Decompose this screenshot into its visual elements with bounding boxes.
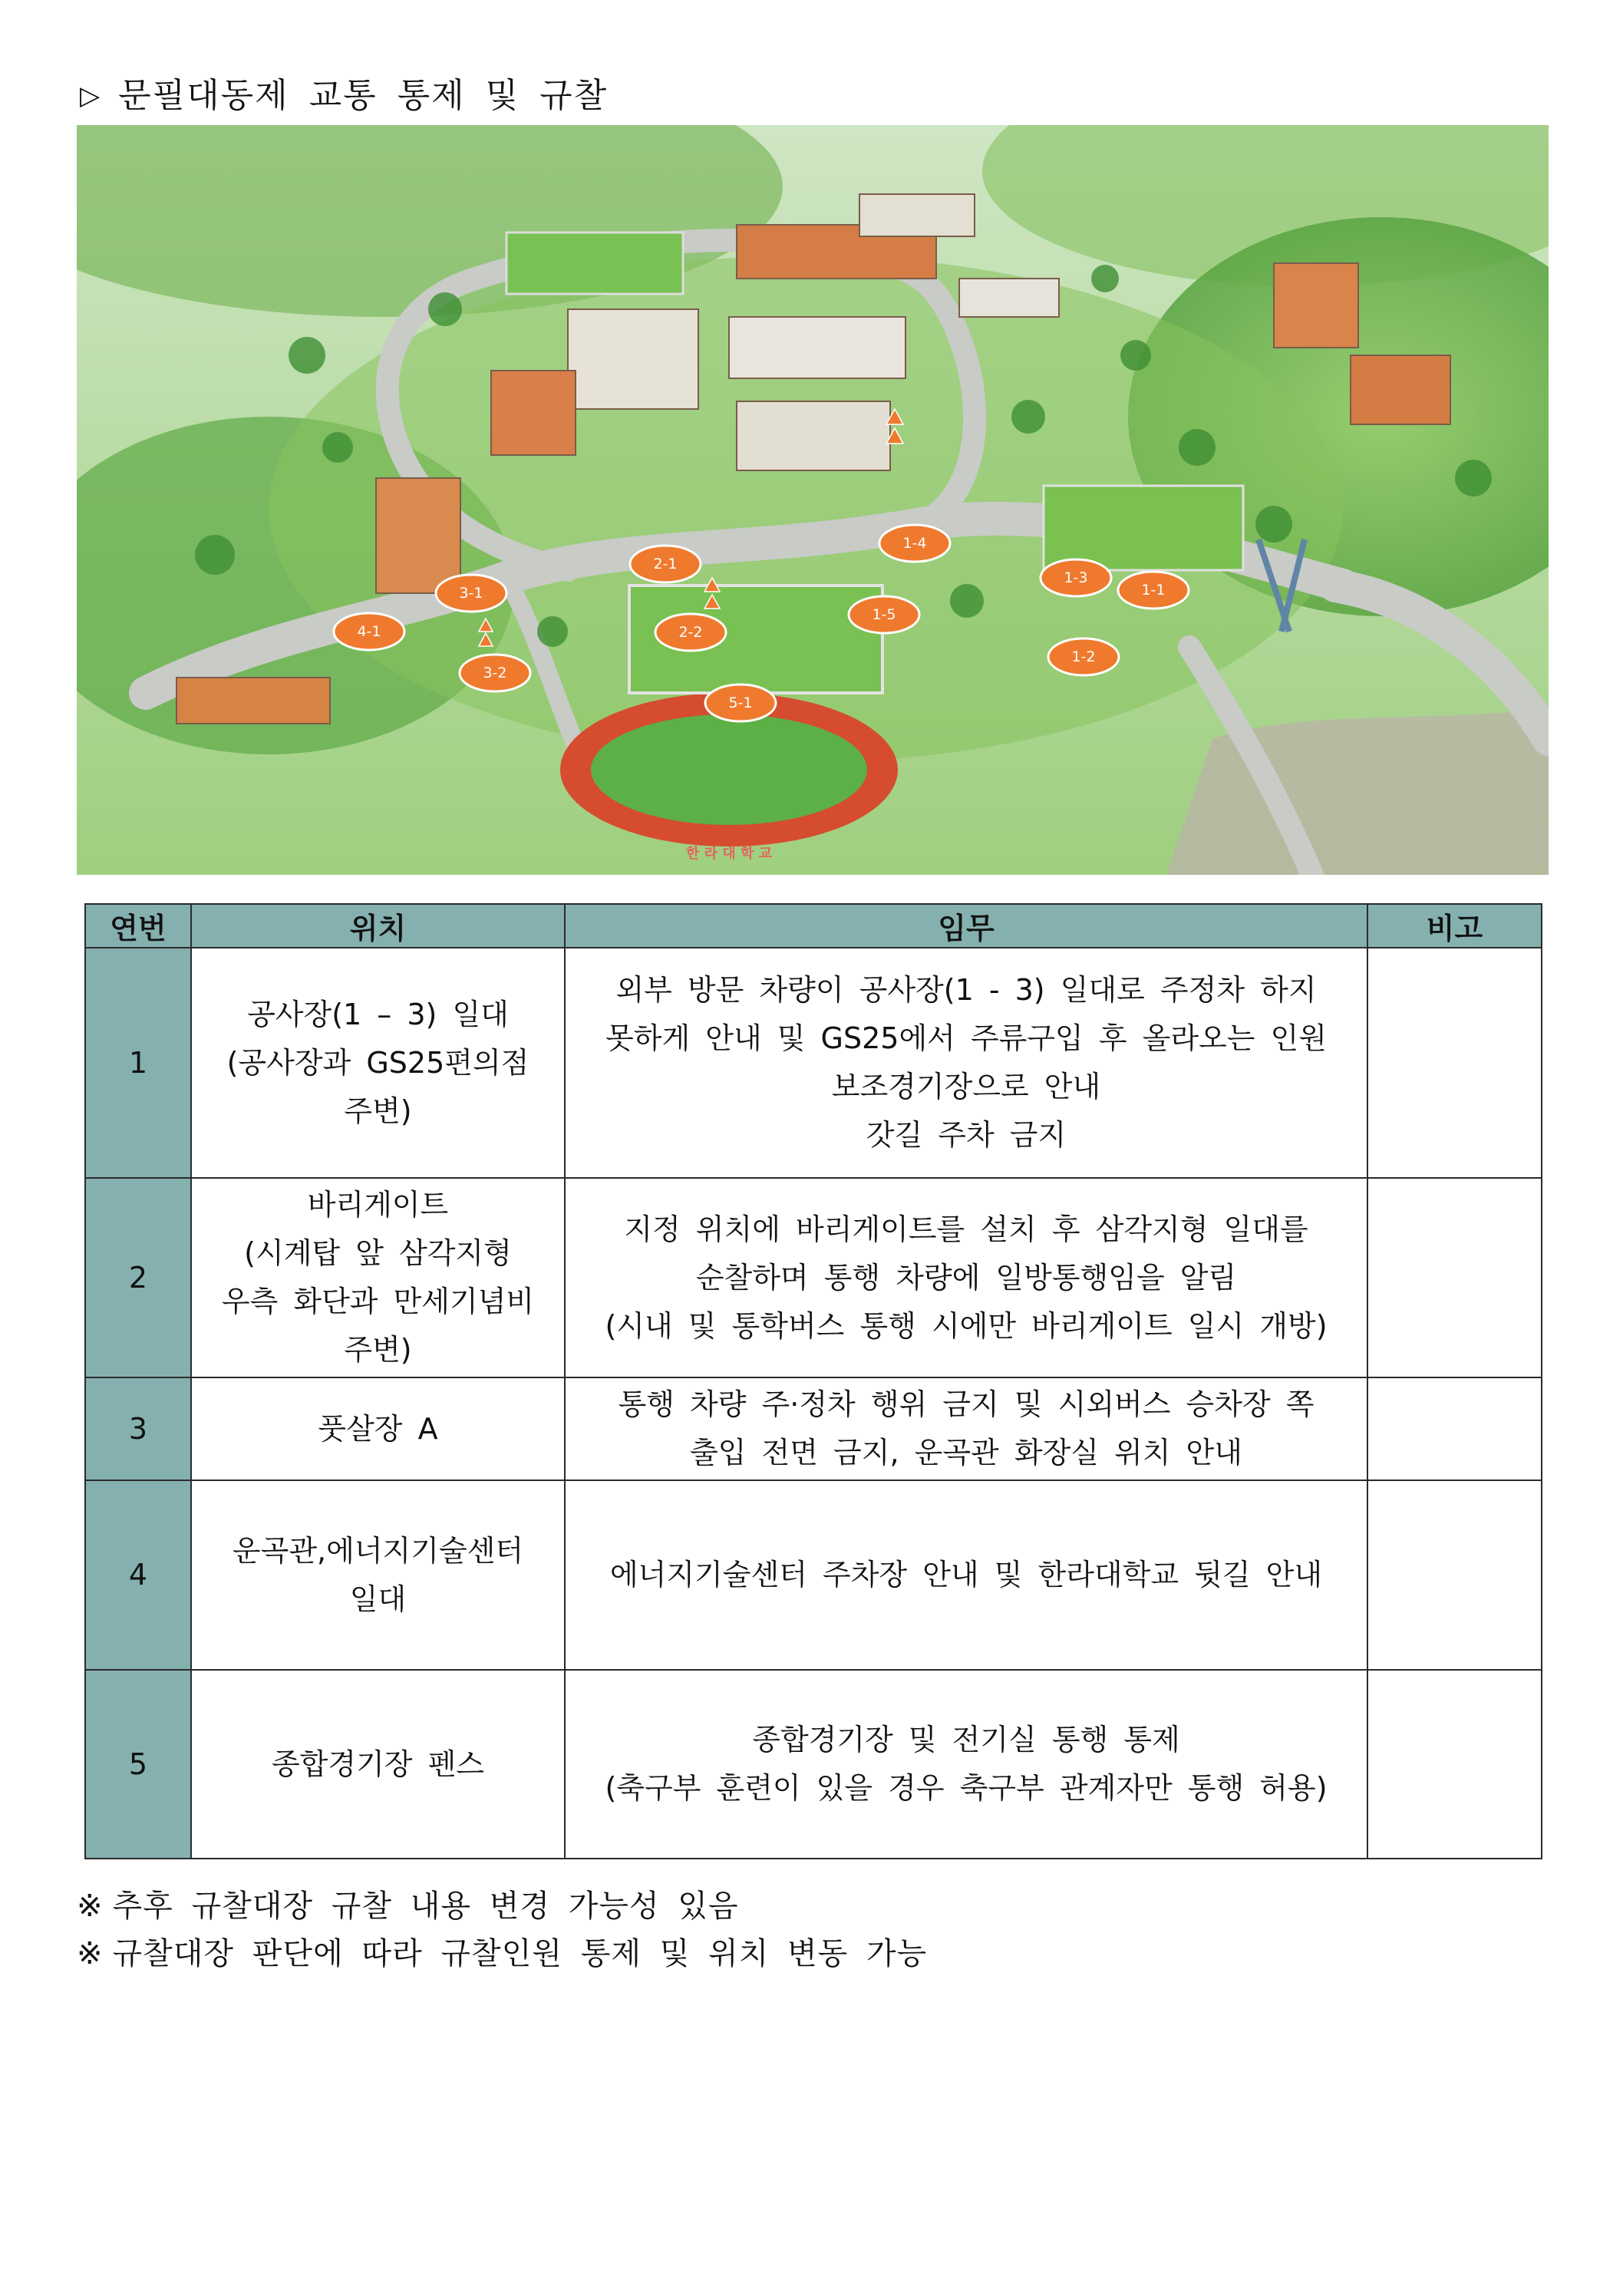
section-heading [80, 68, 608, 117]
svg-text:3-2: 3-2 [483, 665, 507, 681]
row-location: 공사장(1 – 3) 일대 (공사장과 GS25편의점 주변) [191, 948, 565, 1178]
row-note [1367, 1670, 1542, 1859]
svg-text:3-1: 3-1 [459, 585, 483, 602]
row-location: 종합경기장 펜스 [191, 1670, 565, 1859]
row-duty: 통행 차량 주·정차 행위 금지 및 시외버스 승차장 쪽 출입 전면 금지, 운곡관 화장실 위치 안내 [565, 1377, 1367, 1480]
row-number: 4 [85, 1480, 191, 1670]
reference-mark-icon: ※ [77, 1936, 104, 1971]
svg-text:2-1: 2-1 [653, 556, 678, 572]
footnote [77, 1882, 739, 1925]
svg-text:1-1: 1-1 [1141, 582, 1166, 599]
svg-text:4-1: 4-1 [357, 623, 381, 640]
svg-text:1-4: 1-4 [902, 535, 927, 552]
table-row [85, 1480, 1542, 1670]
header-duty: 임무 [565, 904, 1367, 948]
map-marker-1-3 [1041, 559, 1111, 596]
row-note [1367, 1480, 1542, 1670]
header-no: 연번 [85, 904, 191, 948]
row-location: 바리게이트 (시계탑 앞 삼각지형 우측 화단과 만세기념비 주변) [191, 1178, 565, 1377]
row-duty: 종합경기장 및 전기실 통행 통제 (축구부 훈련이 있을 경우 축구부 관계자만 통행 허용) [565, 1670, 1367, 1859]
row-number: 3 [85, 1377, 191, 1480]
header-location: 위치 [191, 904, 565, 948]
reference-mark-icon: ※ [77, 1889, 104, 1924]
row-duty: 외부 방문 차량이 공사장(1 - 3) 일대로 주정차 하지 못하게 안내 및 GS25에서 주류구입 후 올라오는 인원 보조경기장으로 안내 갓길 주차 금지 [565, 948, 1367, 1178]
footnote [77, 1929, 927, 1973]
table-row [85, 1178, 1542, 1377]
svg-text:5-1: 5-1 [728, 694, 753, 711]
table-row [85, 1377, 1542, 1480]
row-number: 2 [85, 1178, 191, 1377]
map-marker-2-1 [630, 546, 701, 582]
triangle-bullet-icon: ▷ [80, 81, 102, 111]
svg-text:2-2: 2-2 [678, 624, 703, 641]
row-number: 1 [85, 948, 191, 1178]
row-duty: 에너지기술센터 주차장 안내 및 한라대학교 뒷길 안내 [565, 1480, 1367, 1670]
duty-table [84, 903, 1542, 1859]
svg-text:1-5: 1-5 [872, 606, 896, 623]
table-header-row [85, 904, 1542, 948]
map-marker-1-1 [1118, 572, 1189, 609]
campus-map [77, 125, 1549, 875]
map-marker-1-2 [1048, 638, 1119, 675]
row-duty: 지정 위치에 바리게이트를 설치 후 삼각지형 일대를 순찰하며 통행 차량에 일방통행임을 알림 (시내 및 통학버스 통행 시에만 바리게이트 일시 개방) [565, 1178, 1367, 1377]
map-marker-5-1 [705, 685, 776, 721]
map-marker-3-1 [436, 575, 506, 612]
table-row [85, 1670, 1542, 1859]
svg-text:1-3: 1-3 [1064, 569, 1088, 586]
map-marker-1-4 [879, 525, 950, 562]
row-location: 풋살장 A [191, 1377, 565, 1480]
table-row [85, 948, 1542, 1178]
map-marker-2-2 [655, 614, 726, 651]
row-note [1367, 1178, 1542, 1377]
footnote-text: 규찰대장 판단에 따라 규찰인원 통제 및 위치 변동 가능 [112, 1936, 928, 1971]
header-note: 비고 [1367, 904, 1542, 948]
row-location: 운곡관,에너지기술센터 일대 [191, 1480, 565, 1670]
row-note [1367, 1377, 1542, 1480]
map-gate-text: 한 라 대 학 교 [685, 846, 773, 862]
footnote-text: 추후 규찰대장 규찰 내용 변경 가능성 있음 [112, 1889, 739, 1924]
row-number: 5 [85, 1670, 191, 1859]
row-note [1367, 948, 1542, 1178]
map-marker-1-5 [849, 596, 919, 633]
section-title: 문필대동제 교통 통제 및 규찰 [118, 76, 609, 115]
map-marker-3-2 [460, 655, 530, 691]
map-marker-4-1 [334, 613, 404, 650]
svg-text:1-2: 1-2 [1071, 648, 1096, 665]
